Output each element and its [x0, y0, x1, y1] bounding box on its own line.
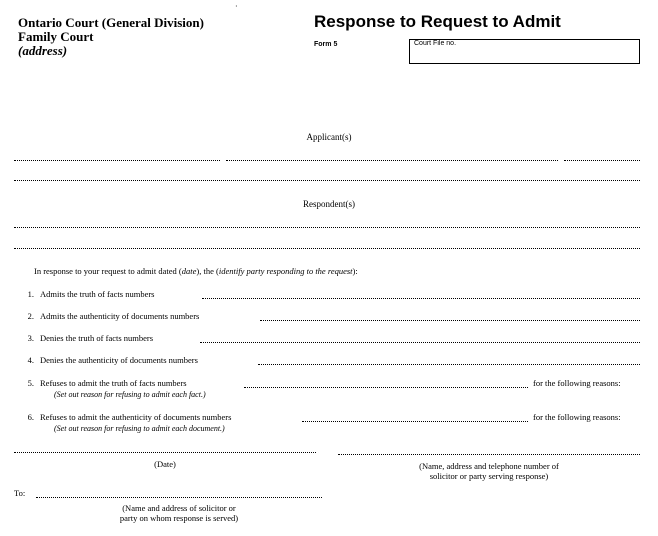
stray-mark: · — [235, 2, 238, 11]
serving-party-label: (Name, address and telephone number of solicitor or party serving response) — [419, 461, 559, 481]
court-name: Ontario Court (General Division) — [18, 15, 204, 30]
applicant-line-2[interactable] — [14, 180, 640, 181]
to-caption: (Name and address of solicitor or party on whom response is served) — [119, 503, 239, 523]
respondent-line-2[interactable] — [14, 248, 640, 249]
item-5-suffix: for the following reasons: — [533, 378, 621, 388]
to-field[interactable] — [36, 497, 322, 498]
form-title: Response to Request to Admit — [314, 12, 561, 31]
serving-party-field[interactable] — [338, 454, 640, 455]
item-1: 1. Admits the truth of facts numbers — [27, 289, 155, 299]
respondent-line-1[interactable] — [14, 227, 640, 228]
item-6-instruction: (Set out reason for refusing to admit each document.) — [54, 424, 225, 433]
date-label: (Date) — [154, 459, 176, 469]
date-field[interactable] — [14, 452, 316, 453]
court-address: (address) — [18, 43, 68, 58]
item-6-field[interactable] — [302, 421, 528, 422]
item-6: 6. Refuses to admit the authenticity of documents numbers — [27, 412, 232, 422]
court-file-label: Court File no. — [414, 40, 457, 47]
court-block — [18, 16, 204, 58]
form-number: Form 5 — [314, 41, 338, 48]
item-4-field[interactable] — [258, 364, 640, 365]
court-division: Family Court — [18, 29, 94, 44]
intro-text: In response to your request to admit dated (date), the (identify party responding to the request): — [34, 266, 358, 276]
item-3: 3. Denies the truth of facts numbers — [27, 333, 154, 343]
applicants-heading: Applicant(s) — [306, 132, 352, 142]
item-2: 2. Admits the authenticity of documents numbers — [27, 311, 200, 321]
item-5-instruction: (Set out reason for refusing to admit each fact.) — [54, 390, 206, 399]
item-3-field[interactable] — [200, 342, 640, 343]
court-file-number-field[interactable] — [409, 39, 640, 64]
item-4: 4. Denies the authenticity of documents numbers — [27, 355, 198, 365]
applicant-line-1b[interactable] — [226, 160, 558, 161]
applicant-line-1a[interactable] — [14, 160, 220, 161]
item-1-field[interactable] — [202, 298, 640, 299]
item-2-field[interactable] — [260, 320, 640, 321]
item-5-field[interactable] — [244, 387, 528, 388]
to-label: To: — [14, 488, 26, 498]
item-5: 5. Refuses to admit the truth of facts numbers — [27, 378, 187, 388]
respondents-heading: Respondent(s) — [303, 199, 355, 209]
item-6-suffix: for the following reasons: — [533, 412, 621, 422]
applicant-line-1c[interactable] — [564, 160, 640, 161]
